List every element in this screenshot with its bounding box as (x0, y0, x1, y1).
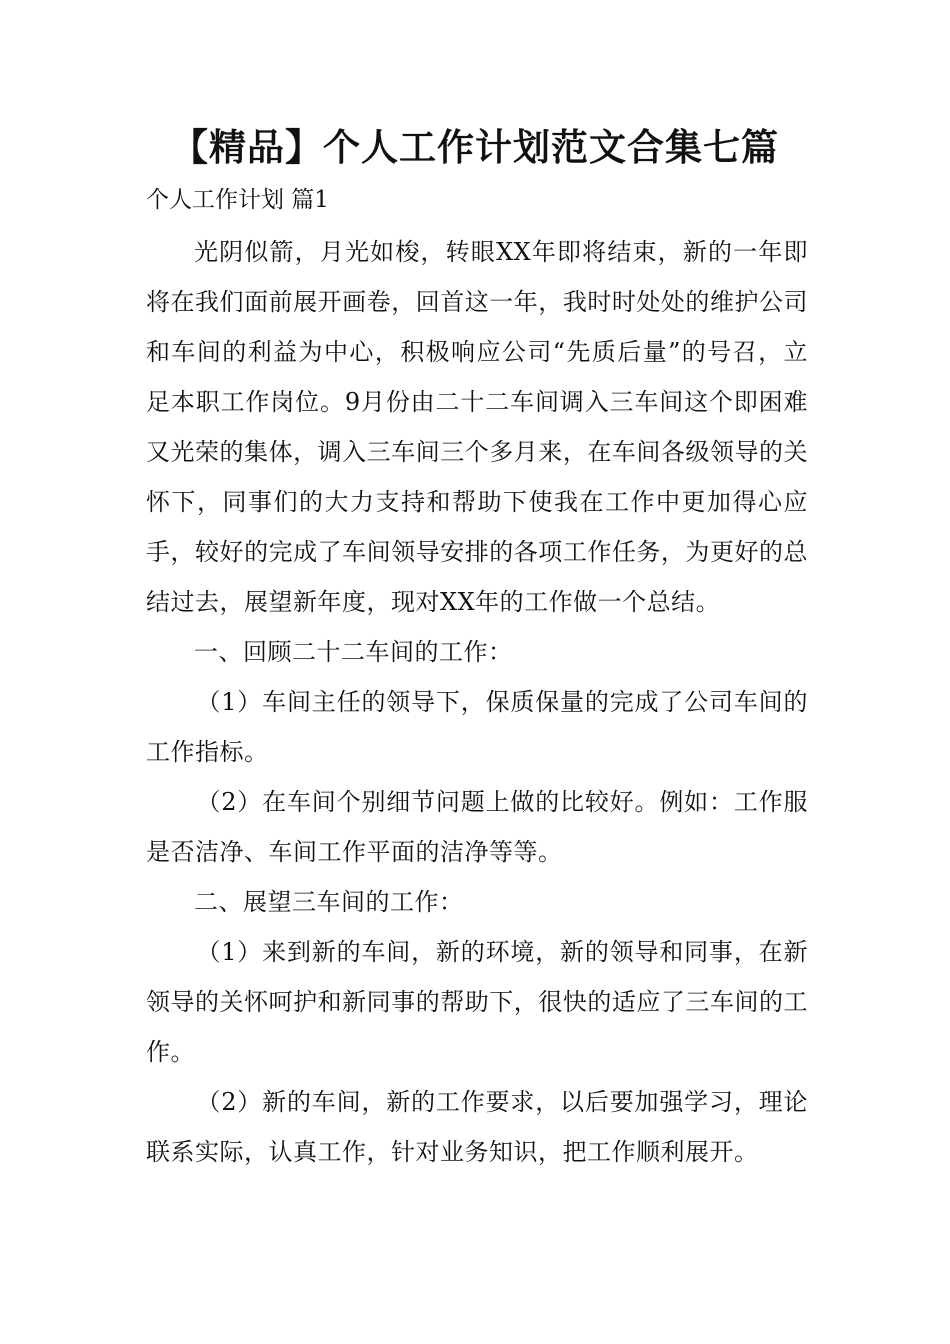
intro-paragraph: 光阴似箭，月光如梭，转眼XX年即将结束，新的一年即将在我们面前展开画卷，回首这一年，我时时处处的维护公司和车间的利益为中心，积极响应公司“先质后量”的号召，立足本职工作岗位。9月份由二十二车间调入三车间这个即困难又光荣的集体，调入三车间三个多月来，在车间各级领导的关怀下，同事们的大力支持和帮助下使我在工作中更加得心应手，较好的完成了车间领导安排的各项工作任务，为更好的总结过去，展望新年度，现对XX年的工作做一个总结。 (146, 238, 808, 616)
document-title: 【精品】个人工作计划范文合集七篇 (171, 126, 779, 169)
heading-review: 一、回顾二十二车间的工作： (194, 638, 513, 666)
outlook-item-2: （2）新的车间，新的工作要求，以后要加强学习，理论联系实际，认真工作，针对业务知识，把工作顺利展开。 (146, 1088, 808, 1166)
review-item-1: （1）车间主任的领导下，保质保量的完成了公司车间的工作指标。 (146, 688, 808, 766)
outlook-item-1: （1）来到新的车间，新的环境，新的领导和同事，在新领导的关怀呵护和新同事的帮助下，很快的适应了三车间的工作。 (146, 938, 808, 1066)
document-body (146, 227, 808, 1177)
heading-outlook: 二、展望三车间的工作： (194, 888, 464, 916)
review-item-2: （2）在车间个别细节问题上做的比较好。例如：工作服是否洁净、车间工作平面的洁净等等。 (146, 788, 808, 866)
section-heading: 个人工作计划 篇1 (146, 187, 329, 213)
